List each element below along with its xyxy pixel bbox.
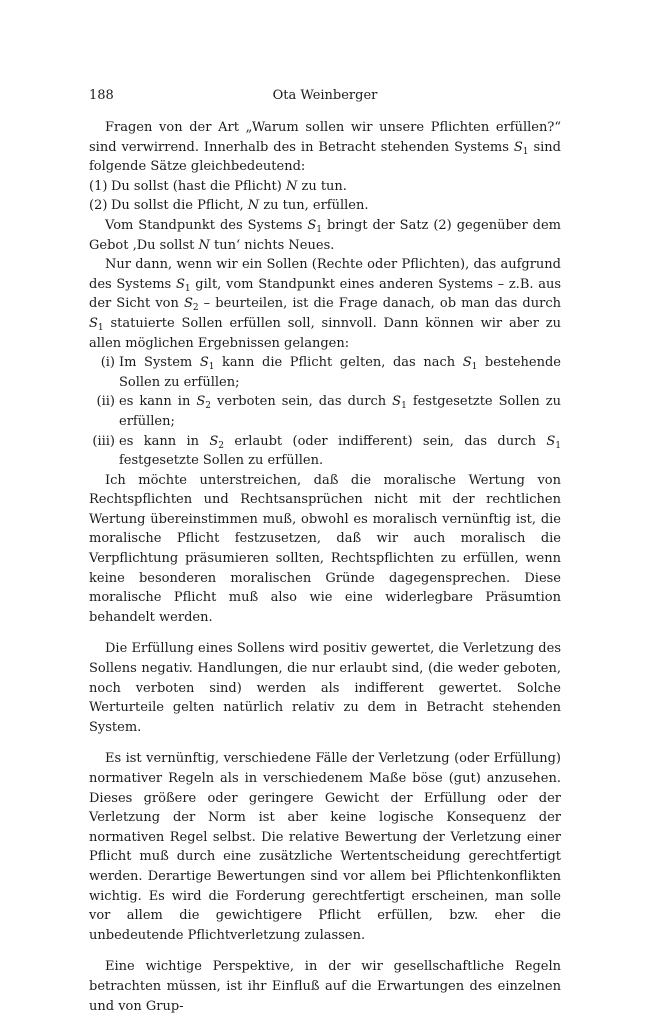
list-item-text: es kann in $S_2$ verboten sein, das durch $S_1$ festgesetzte Sollen zu erfüllen; [119, 394, 562, 429]
page-number: 188 [89, 88, 114, 103]
page-header [89, 88, 561, 110]
numbered-list [89, 177, 561, 216]
paragraph: Fragen von der Art „Warum sollen wir unsere Pflichten erfüllen?“ sind verwirrend. Innerhalb des in Betracht stehenden Systems $S_1$ sind folgende Sätze gleichbedeutend: [89, 120, 561, 175]
list-item-text: es kann in $S_2$ erlaubt (oder indifferent) sein, das durch $S_1$ festgesetzte Sollen zu erfüllen. [119, 433, 561, 469]
list-item [89, 353, 561, 392]
body-text [89, 118, 561, 1016]
paragraph: Es ist vernünftig, verschiedene Fälle der Verletzung (oder Erfüllung) normativer Regeln als in verschiedenem Maße böse (gut) anzusehen. Dieses größere oder geringere Gewicht der Erfüllung oder der Verletzung der Norm ist aber keine logische Konsequenz der normativen Regel selbst. Die relative Bewertung der Verletzung einer Pflicht muß durch eine zusätzliche Wertentscheidung gerechtfertigt werden. Derartige Bewertungen sind vor allem bei Pflichtenkonflikten wichtig. Es wird die Forderung gerechtfertigt erscheinen, man solle vor allem die gewichtigere Pflicht erfüllen, bzw. eher die unbedeutende Pflichtverletzung zulassen. [89, 751, 561, 943]
paragraph: Die Erfüllung eines Sollens wird positiv gewertet, die Verletzung des Sollens negativ. Handlungen, die nur erlaubt sind, (die weder geboten, noch verboten sind) werden als indifferent gewertet. Solche Werturteile gelten natürlich relativ zu dem in Betracht stehenden System. [89, 641, 561, 735]
list-item-label: (ii) [96, 394, 115, 410]
list-item [89, 196, 561, 216]
list-item-text: Im System $S_1$ kann die Pflicht gelten, das nach $S_1$ bestehende Sollen zu erfüllen; [119, 355, 561, 390]
paragraph: Vom Standpunkt des Systems $S_1$ bringt der Satz (2) gegenüber dem Gebot ‚Du sollst N tun‘ nichts Neues. [89, 217, 561, 253]
list-item [89, 392, 561, 431]
list-item-text: Du sollst (hast die Pflicht) N zu tun. [111, 178, 347, 194]
list-item [89, 177, 561, 197]
roman-list [89, 353, 561, 471]
paragraph: Ich möchte unterstreichen, daß die moralische Wertung von Rechtspflichten und Rechtsansprüchen nicht mit der rechtlichen Wertung übereinstimmen muß, obwohl es moralisch vernünftig ist, die moralische Pflicht festzusetzen, daß wir auch moralisch die Verpflichtung präsumieren sollten, Rechtspflichten zu erfüllen, wenn keine besonderen moralischen Gründe dagegensprechen. Diese moralische Pflicht muß also wie eine widerlegbare Präsumtion behandelt werden. [89, 472, 561, 625]
list-item [89, 432, 561, 471]
list-item-label: (iii) [92, 433, 115, 449]
paragraph: Eine wichtige Perspektive, in der wir gesellschaftliche Regeln betrachten müssen, ist ihr Einfluß auf die Erwartungen des einzelnen und von Grup- [89, 959, 561, 1014]
list-item-label: (2) [89, 198, 112, 214]
list-item-label: (i) [100, 355, 115, 371]
list-item-label: (1) [89, 178, 112, 194]
running-head: Ota Weinberger [272, 88, 378, 103]
paragraph: Nur dann, wenn wir ein Sollen (Rechte oder Pflichten), das aufgrund des Systems $S_1$ gilt, vom Standpunkt eines anderen Systems – z.B. aus der Sicht von $S_2$ – beurteilen, ist die Frage danach, ob man das durch $S_1$ statuierte Sollen erfüllen soll, sinnvoll. Dann können wir aber zu allen möglichen Ergebnissen gelangen: [89, 257, 562, 351]
list-item-text: Du sollst die Pflicht, N zu tun, erfüllen. [111, 198, 369, 214]
